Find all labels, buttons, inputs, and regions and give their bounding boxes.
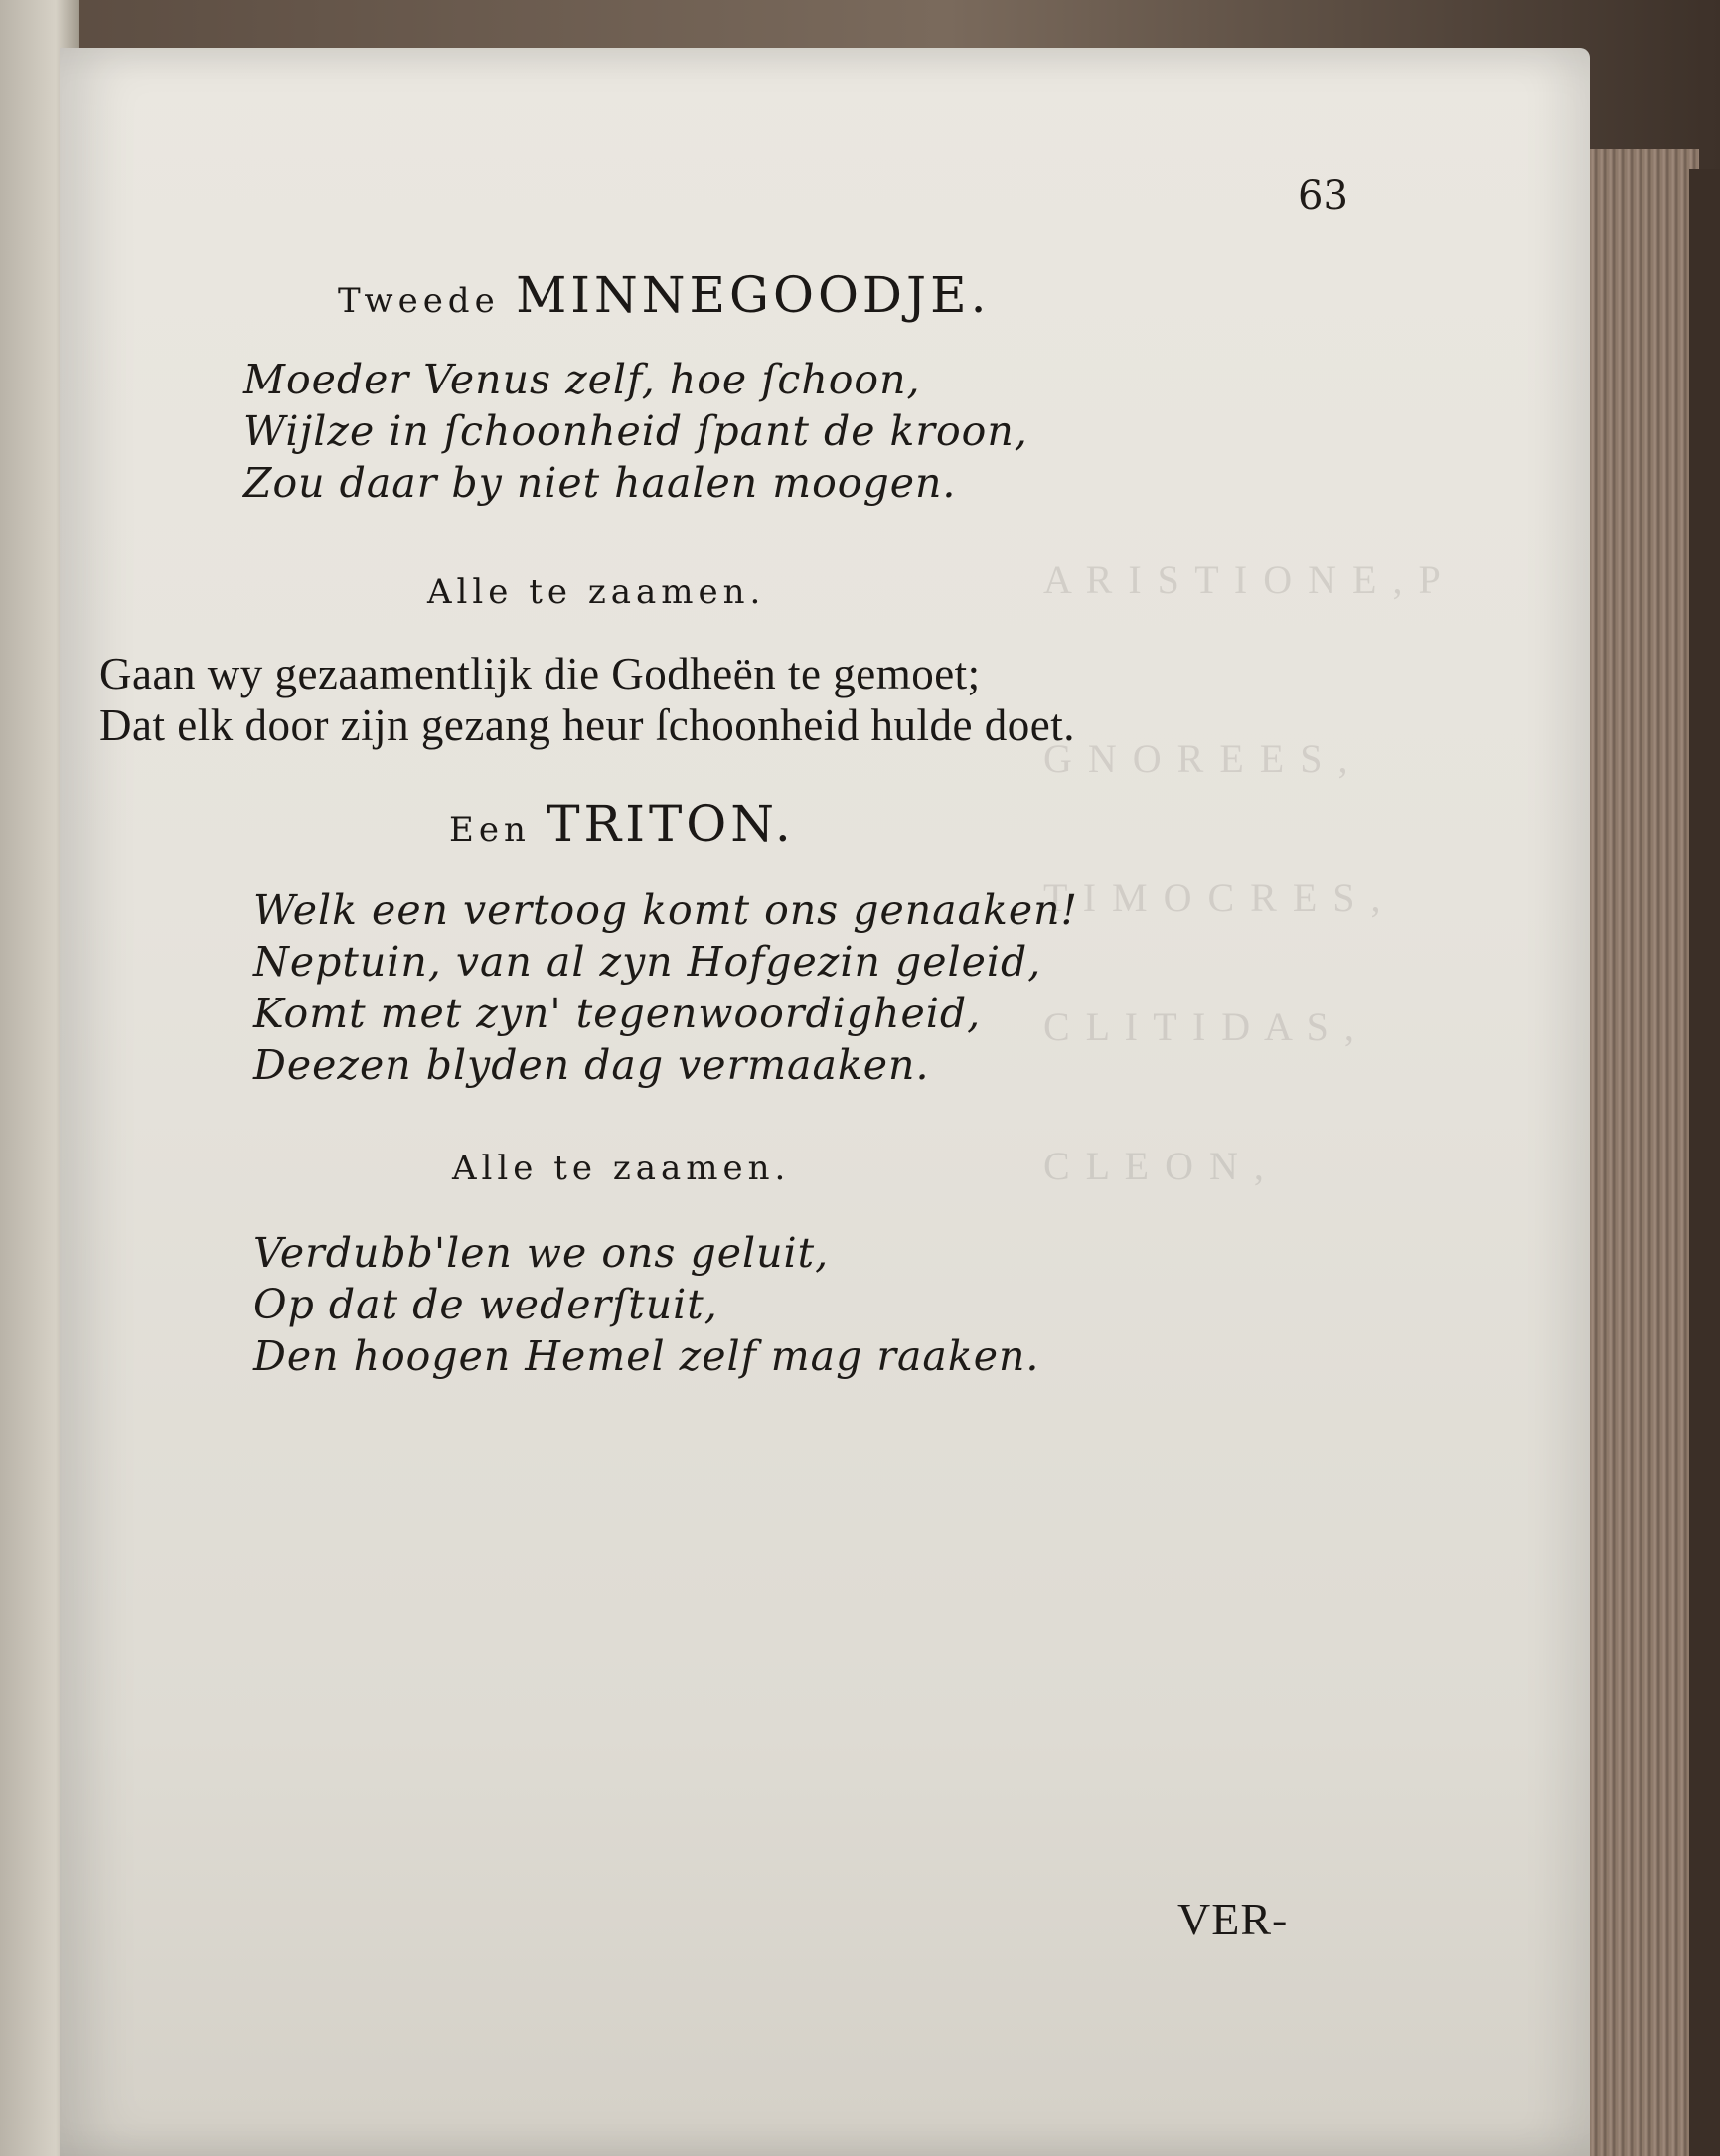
heading-main: MINNEGOODJE. [516,266,991,324]
show-through-text: T I M O C R E S , [1043,875,1384,920]
verse-line: Komt met zyn' tegenwoordigheid, [253,990,982,1037]
show-through-text: C L E O N , [1043,1144,1267,1188]
heading-small-caps: Een [449,810,531,849]
verse-line: Den hoogen Hemel zelf mag raaken. [253,1332,1040,1380]
chorus-block [99,648,1075,751]
verse-line: Verdubb'len we ons geluit, [253,1229,830,1277]
verse-line: Welk een vertoog komt ons genaaken! [253,886,1079,934]
chorus-line: Gaan wy gezaamentlijk die Godheën te gemoet; [99,649,981,698]
verse-line: Neptuin, van al zyn Hofgezin geleid, [253,938,1042,986]
page-number: 63 [1298,173,1348,219]
chorus-line: Dat elk door zijn gezang heur ſchoonheid hulde doet. [99,700,1075,750]
verse-block [243,354,1028,509]
section-heading [449,795,795,852]
show-through-text: C L I T I D A S , [1043,1004,1357,1049]
verse-line: Wijlze in ſchoonheid ſpant de kroon, [243,407,1028,455]
heading-main: TRITON. [547,795,795,852]
heading-small-caps: Alle te zaamen. [452,1149,791,1188]
section-heading [452,1141,790,1189]
section-heading [338,266,990,324]
heading-small-caps: Tweede [338,281,500,321]
book-cover-shadow [1689,169,1720,2156]
heading-small-caps: Alle te zaamen. [427,572,766,612]
page-edges [1590,149,1699,2156]
verse-line: Moeder Venus zelf, hoe ſchoon, [243,356,921,403]
verse-block [253,1227,1039,1382]
verse-line: Deezen blyden dag vermaaken. [253,1041,930,1089]
catchword: VER- [1177,1894,1289,1944]
show-through-text: A R I S T I O N E , P [1043,557,1444,602]
verse-line: Zou daar by niet haalen moogen. [243,459,957,507]
verse-line: Op dat de wederſtuit, [253,1281,718,1328]
show-through-text: G N O R E E S , [1043,736,1351,781]
verse-block [253,884,1078,1091]
section-heading [427,564,765,613]
